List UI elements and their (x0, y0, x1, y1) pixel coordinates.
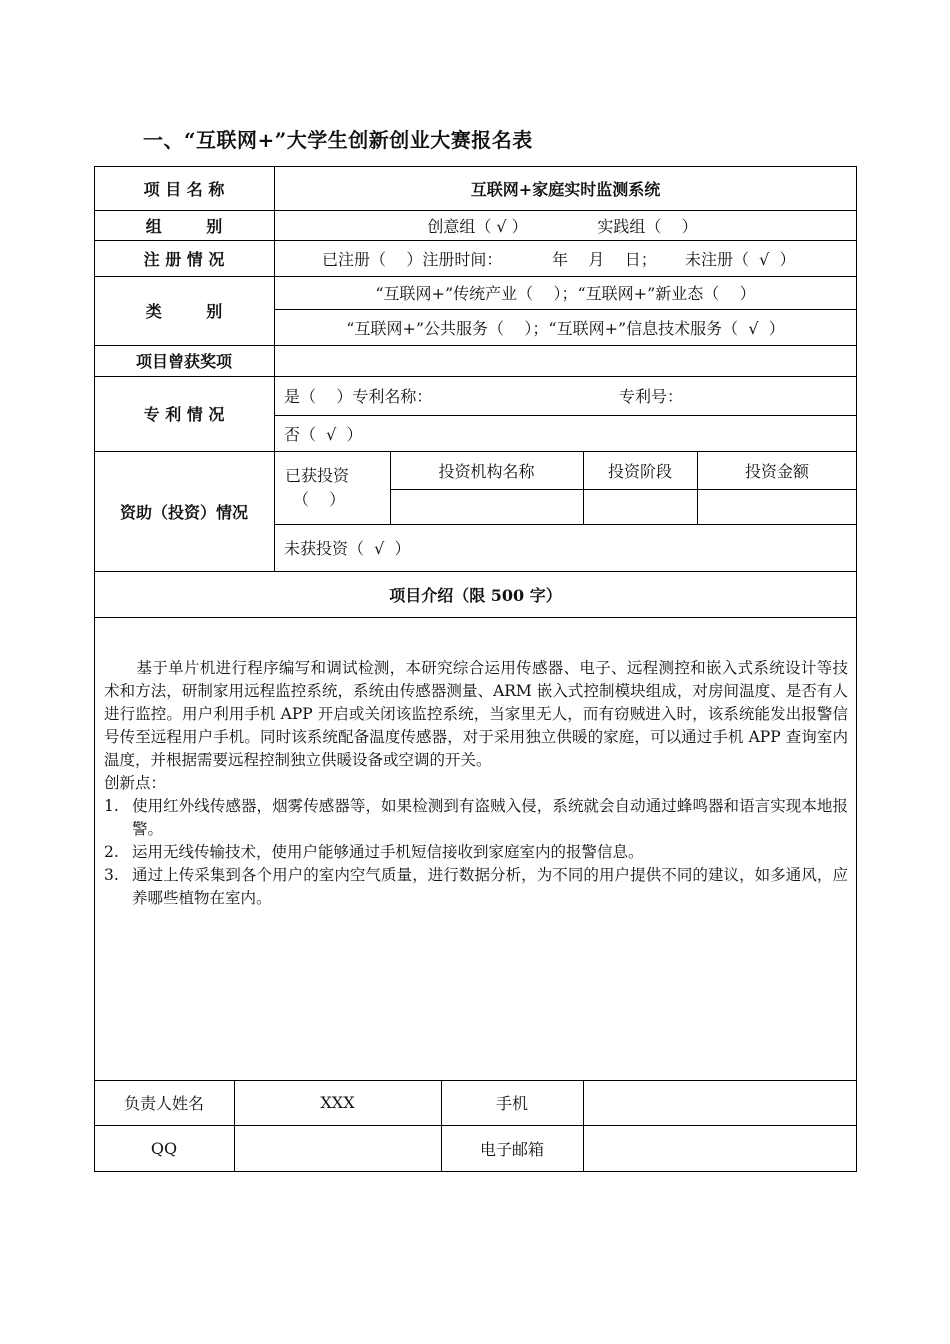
funding-label: 资助（投资）情况 (119, 502, 248, 522)
invested-option-label: 已获投资 (285, 465, 350, 485)
intro-heading: 项目介绍（限 500 字） (389, 585, 562, 605)
investment-amount-header: 投资金额 (744, 461, 809, 481)
patent-no-option[interactable]: 否（ √ ） (284, 424, 363, 444)
creative-group-option[interactable]: 创意组（ √ ） (427, 216, 528, 236)
email-value (583, 1125, 857, 1172)
awards-label: 项目曾获奖项 (135, 352, 232, 371)
list-text: 通过上传采集到各个用户的室内空气质量，进行数据分析，为不同的用户提供不同的建议，如多通风，应养哪些植物在室内。 (132, 866, 848, 907)
phone-label: 手机 (495, 1094, 528, 1113)
group-label: 组 别 (145, 216, 223, 236)
awards-value (284, 345, 854, 376)
registration-date: 年 月 日； (552, 249, 657, 269)
phone-value (583, 1080, 857, 1125)
patent-yes-option[interactable]: 是（ ）专利名称： (284, 387, 433, 406)
intro-paragraph: 基于单片机进行程序编写和调试检测，本研究综合运用传感器、电子、远程测控和嵌入式系统设计等技术和方法，研制家用远程监控系统，系统由传感器测量、ARM 嵌入式控制模块组成，对房间温度、是否有人进行监控。用户利用手机 APP 开启或关闭该监控系统，当家里无人，而有窃贼进入时，该系统能发出报警信号传至远程用户手机。同时该系统配备温度传感器，对于采用独立供暖的家庭，可以通过手机 APP 查询室内温度，并根据需要远程控制独立供暖设备或空调的开关。 (104, 659, 848, 769)
qq-label: QQ (150, 1139, 178, 1158)
investor-name-header: 投资机构名称 (438, 461, 535, 481)
patent-number-label: 专利号： (619, 387, 684, 406)
innovation-label: 创新点： (104, 774, 167, 792)
patent-label: 专 利 情 况 (143, 405, 225, 424)
page-title: 一、“互联网+”大学生创新创业大赛报名表 (143, 128, 533, 152)
intro-body (104, 657, 848, 910)
category-options-row2[interactable]: “互联网+”公共服务（ ）；“互联网+”信息技术服务（ √ ） (346, 318, 785, 338)
invested-option-checkbox[interactable]: （ ） (292, 489, 346, 509)
practice-group-option[interactable]: 实践组（ ） (597, 216, 698, 236)
category-options-row1[interactable]: “互联网+”传统产业（ ）；“互联网+”新业态（ ） (375, 284, 756, 303)
registered-option[interactable]: 已注册（ ）注册时间： (322, 249, 503, 269)
table-rule (274, 166, 275, 571)
investment-stage-header: 投资阶段 (607, 461, 672, 481)
registration-label: 注 册 情 况 (143, 249, 225, 269)
innovation-point (104, 795, 848, 841)
list-text: 使用红外线传感器，烟雾传感器等，如果检测到有盗贼入侵，系统就会自动通过蜂鸣器和语言实现本地报警。 (132, 797, 848, 838)
unregistered-option[interactable]: 未注册（ √ ） (685, 249, 796, 269)
list-number: 2. (104, 843, 119, 861)
table-rule (390, 489, 857, 490)
innovation-point (104, 864, 848, 910)
list-number: 3. (104, 866, 119, 884)
category-label: 类 别 (145, 302, 223, 321)
leader-name-label: 负责人姓名 (123, 1094, 204, 1113)
project-name-value: 互联网+家庭实时监测系统 (470, 179, 661, 199)
table-rule (94, 617, 857, 618)
list-text: 运用无线传输技术，使用户能够通过手机短信接收到家庭室内的报警信息。 (132, 843, 644, 861)
leader-name-value: XXX (320, 1093, 355, 1112)
project-name-label: 项 目 名 称 (143, 179, 225, 199)
not-invested-option[interactable]: 未获投资（ √ ） (284, 539, 411, 558)
list-number: 1. (104, 797, 119, 815)
email-label: 电子邮箱 (479, 1140, 544, 1159)
innovation-point (104, 841, 848, 864)
qq-value (234, 1125, 441, 1172)
